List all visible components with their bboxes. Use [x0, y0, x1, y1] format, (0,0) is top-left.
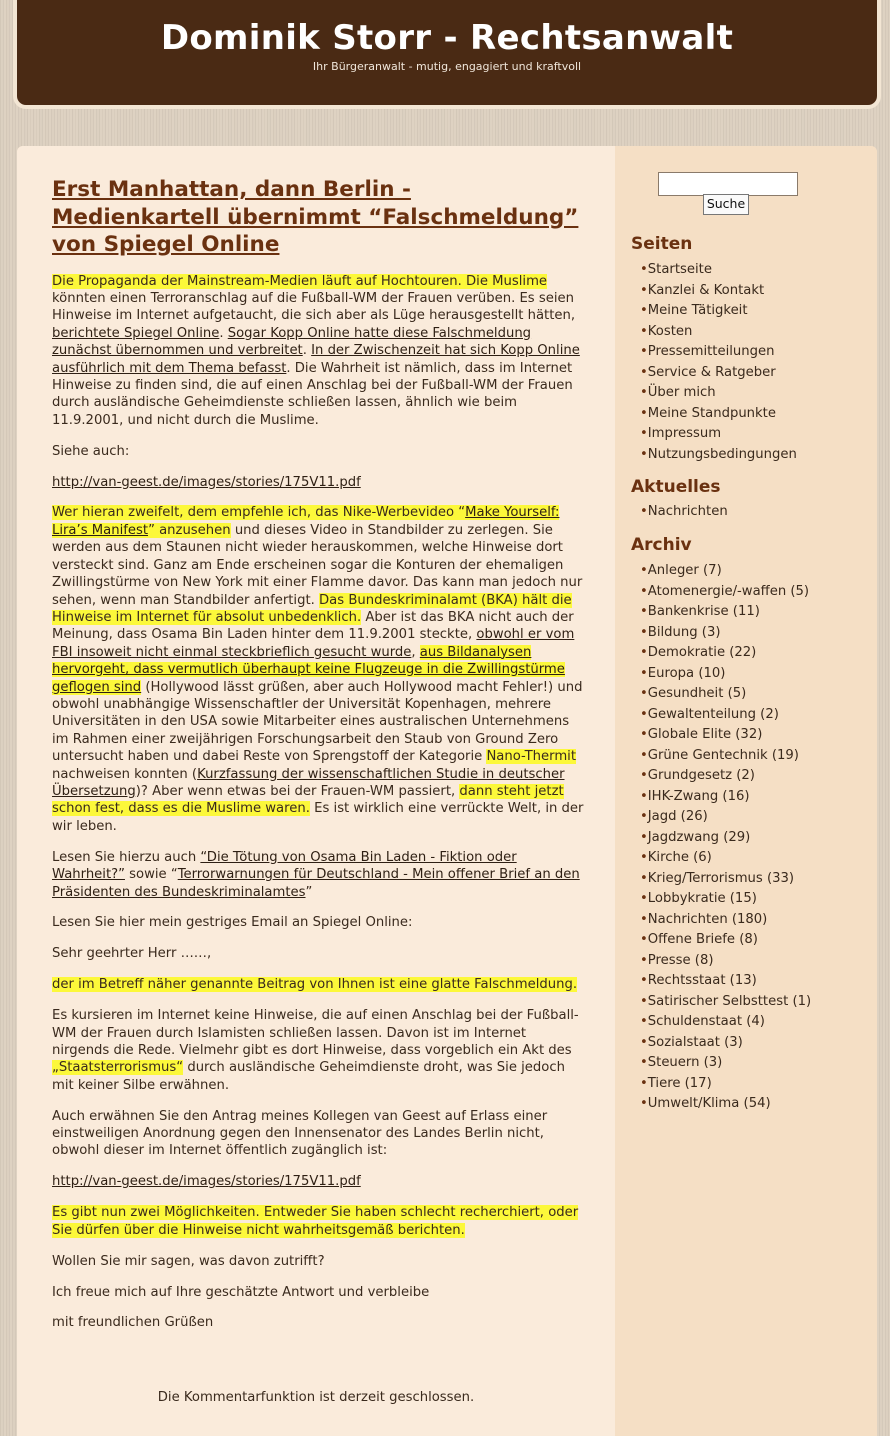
archiv-item[interactable]: • Offene Briefe (8) — [640, 930, 811, 951]
bin-laden-link[interactable]: “Die Tötung von Osama Bin Laden - Fiktion oder Wahrheit?” — [52, 849, 517, 883]
comments-closed-notice: Die Kommentarfunktion ist derzeit geschlossen. — [157, 1390, 475, 1405]
spiegel-online-link[interactable]: berichtete Spiegel Online — [52, 325, 220, 341]
seiten-item[interactable]: • Über mich — [640, 383, 797, 404]
post — [52, 176, 586, 1345]
pdf-link[interactable]: http://van-geest.de/images/stories/175V11.pdf — [52, 474, 361, 490]
archiv-item[interactable]: • Europa (10) — [640, 664, 811, 685]
kopp-online-link[interactable]: Sogar Kopp Online hatte diese Falschmeldung zunächst übernommen und verbreitet — [52, 325, 532, 359]
archiv-item[interactable]: • Grundgesetz (2) — [640, 766, 811, 787]
paragraph-text: Aber ist das BKA nicht auch der Meinung, dass Osama Bin Laden hinter dem 11.9.2001 steckte, — [52, 609, 574, 643]
search-input[interactable] — [658, 172, 798, 196]
paragraph-text: . — [302, 343, 312, 359]
seiten-item[interactable]: • Impressum — [640, 424, 797, 445]
site-title[interactable]: Dominik Storr - Rechtsanwalt — [160, 18, 734, 58]
paragraph-text: und dieses Video in Standbilder zu zerlegen. Sie werden aus dem Staunen nicht wieder herauskommen, welche Hinweise dort versteckt sind. Ganz am Ende erscheinen sogar die Konturen der ehemaligen Zwillingstürme von New York mit einer Flamme davor. Das kann man jedoch nur sehen, wenn man Standbilder anfertigt. — [52, 522, 583, 608]
letter-salutation: Sehr geehrter Herr ……, — [52, 946, 212, 962]
site-header — [17, 0, 877, 105]
highlight-text: Es gibt nun zwei Möglichkeiten. Entweder Sie haben schlecht recherchiert, oder Sie dürfen über die Hinweise nicht wahrheitsgemäß berichten. — [52, 1205, 579, 1238]
archiv-item[interactable]: • Nachrichten (180) — [640, 910, 811, 931]
archiv-item[interactable]: • Demokratie (22) — [640, 643, 811, 664]
paragraph-text: durch ausländische Geheimdienste droht, was Sie jedoch mit keiner Silbe erwähnen. — [52, 1060, 565, 1093]
fbi-link[interactable]: obwohl er vom FBI insoweit nicht einmal steckbrieflich gesucht wurde — [52, 627, 575, 660]
seiten-item[interactable]: • Pressemitteilungen — [640, 342, 797, 363]
post-paragraph-3 — [52, 849, 586, 901]
archiv-item[interactable]: • Kirche (6) — [640, 848, 811, 869]
archiv-item[interactable]: • Globale Elite (32) — [640, 725, 811, 746]
highlight-text: Nano-Thermit — [486, 749, 576, 765]
aktuelles-list — [640, 502, 728, 523]
archiv-item[interactable]: • Atomenergie/-waffen (5) — [640, 582, 811, 603]
archiv-item[interactable]: • Krieg/Terrorismus (33) — [640, 869, 811, 890]
highlight-text: Das Bundeskriminalamt (BKA) hält die Hinweise im Internet für absolut unbedenklich. — [52, 592, 572, 625]
highlight-text: Wer hieran zweifelt, dem empfehle ich, das Nike-Werbevideo “ — [52, 505, 466, 521]
archiv-item[interactable]: • Bildung (3) — [640, 623, 811, 644]
sidebar — [615, 146, 877, 1436]
highlight-text: der im Betreff näher genannte Beitrag von Ihnen ist eine glatte Falschmeldung. — [52, 977, 578, 993]
letter-paragraph-1 — [52, 976, 586, 993]
seiten-item[interactable]: • Kosten — [640, 322, 797, 343]
paragraph-text: Es kursieren im Internet keine Hinweise, die auf einen Anschlag bei der Fußball-WM der Frauen durch Islamisten schließen lassen. Davon ist im Internet nirgends die Rede. Vielmehr gibt es dort Hinweise, dass vorgeblich ein Akt des — [52, 1008, 579, 1058]
main-content — [17, 146, 615, 1436]
search-button[interactable]: Suche — [703, 194, 749, 215]
archiv-item[interactable]: • Rechtsstaat (13) — [640, 971, 811, 992]
paragraph-text: Lesen Sie hierzu auch — [52, 849, 201, 865]
seiten-item[interactable]: • Nutzungsbedingungen — [640, 445, 797, 466]
letter-paragraph-3: Auch erwähnen Sie den Antrag meines Kollegen van Geest auf Erlass einer einstweiligen Anordnung gegen den Innensenator des Landes Berlin nicht, obwohl dieser im Internet öffentlich zugänglich ist: — [52, 1108, 548, 1159]
paragraph-text: , — [411, 644, 420, 660]
archiv-item[interactable]: • Jagdzwang (29) — [640, 828, 811, 849]
archiv-item[interactable]: • IHK-Zwang (16) — [640, 787, 811, 808]
archiv-item[interactable]: • Sozialstaat (3) — [640, 1033, 811, 1054]
letter-paragraph-4 — [52, 1204, 586, 1239]
archiv-item[interactable]: • Jagd (26) — [640, 807, 811, 828]
page-wrapper — [17, 146, 877, 1436]
post-paragraph-4: Lesen Sie hier mein gestriges Email an Spiegel Online: — [52, 915, 413, 931]
archiv-item[interactable]: • Bankenkrise (11) — [640, 602, 811, 623]
archiv-item[interactable]: • Satirischer Selbsttest (1) — [640, 992, 811, 1013]
paragraph-text: (Hollywood lässt grüßen, aber auch Hollywood macht Fehler!) und obwohl unabhängige Wissenschaftler der Universität Kopenhagen, mehrere Universitäten in den USA sowie Mitarbeiter eines australischen Unternehmens im Rahmen einer zweijährigen Forschungsarbeit den Staub von Ground Zero untersucht haben und dabei Reste von Sprengstoff der Kategorie — [52, 679, 583, 765]
letter-closing: mit freundlichen Grüßen — [52, 1315, 214, 1331]
paragraph-text: sowie “ — [124, 867, 178, 883]
archiv-item[interactable]: • Tiere (17) — [640, 1074, 811, 1095]
archiv-item[interactable]: • Anleger (7) — [640, 561, 811, 582]
pdf-link-2[interactable]: http://van-geest.de/images/stories/175V11.pdf — [52, 1174, 361, 1190]
archiv-item[interactable]: • Steuern (3) — [640, 1053, 811, 1074]
seiten-item[interactable]: • Meine Tätigkeit — [640, 301, 797, 322]
highlight-text: ” anzusehen — [148, 522, 231, 538]
letter-paragraph-5: Wollen Sie mir sagen, was davon zutrifft? — [52, 1253, 325, 1269]
archiv-heading: Archiv — [631, 535, 692, 555]
archiv-list — [640, 561, 811, 1115]
paragraph-text: ” — [305, 884, 313, 900]
paragraph-text: . — [219, 325, 228, 341]
nike-video-link[interactable]: Make Yourself: Lira’s Manifest — [52, 505, 560, 538]
letter-paragraph-6: Ich freue mich auf Ihre geschätzte Antwort und verbleibe — [52, 1284, 430, 1300]
seiten-list — [640, 260, 797, 465]
seiten-heading: Seiten — [631, 234, 693, 254]
highlight-text: „Staatsterrorismus“ — [52, 1060, 184, 1076]
paragraph-text: . Die Wahrheit ist nämlich, dass im Internet Hinweise zu finden sind, die auf einen Anschlag bei der Fußball-WM der Frauen durch ausländische Geheimdienste schließen lassen, ähnlich wie beim 11.9.2001, und nicht durch die Muslime. — [52, 360, 573, 428]
study-link[interactable]: Kurzfassung der wissenschaftlichen Studie in deutscher Übersetzung — [52, 766, 565, 799]
paragraph-text: könnten einen Terroranschlag auf die Fußball-WM der Frauen verüben. Es seien Hinweise im Internet aufgetaucht, die sich aber als Lüge herausgestellt hätten, — [52, 290, 576, 324]
seiten-item[interactable]: • Service & Ratgeber — [640, 363, 797, 384]
archiv-item[interactable]: • Gewaltenteilung (2) — [640, 705, 811, 726]
letter-pdf-paragraph — [52, 1173, 586, 1190]
post-paragraph-1 — [52, 273, 586, 430]
archiv-item[interactable]: • Schuldenstaat (4) — [640, 1012, 811, 1033]
aktuelles-item[interactable]: • Nachrichten — [640, 502, 728, 523]
archiv-item[interactable]: • Grüne Gentechnik (19) — [640, 746, 811, 767]
pdf-paragraph — [52, 474, 586, 491]
archiv-item[interactable]: • Lobbykratie (15) — [640, 889, 811, 910]
paragraph-text: Es ist wirklich eine verrückte Welt, in der wir leben. — [52, 801, 584, 834]
aktuelles-heading: Aktuelles — [631, 477, 721, 497]
archiv-item[interactable]: • Gesundheit (5) — [640, 684, 811, 705]
bildanalysen-link[interactable]: aus Bildanalysen hervorgeht, dass vermutlich überhaupt keine Flugzeuge in die Zwillingstürme geflogen sind — [52, 644, 565, 695]
highlight-text: dann steht jetzt schon fest, dass es die Muslime waren. — [52, 783, 564, 817]
post-paragraph-2 — [52, 504, 586, 835]
archiv-item[interactable]: • Umwelt/Klima (54) — [640, 1094, 811, 1115]
seiten-item[interactable]: • Kanzlei & Kontakt — [640, 281, 797, 302]
archiv-item[interactable]: • Presse (8) — [640, 951, 811, 972]
highlight-text: Die Propaganda der Mainstream-Medien läuft auf Hochtouren. Die Muslime — [52, 273, 548, 289]
seiten-item[interactable]: • Meine Standpunkte — [640, 404, 797, 425]
siehe-auch-label: Siehe auch: — [52, 443, 130, 459]
site-tagline: Ihr Bürgeranwalt - mutig, engagiert und kraftvoll — [312, 60, 582, 73]
kopp-online-followup-link[interactable]: In der Zwischenzeit hat sich Kopp Online ausführlich mit dem Thema befasst — [52, 343, 580, 376]
letter-paragraph-2 — [52, 1007, 586, 1094]
seiten-item[interactable]: • Startseite — [640, 260, 797, 281]
post-title[interactable]: Erst Manhattan, dann Berlin - Medienkartell übernimmt “Falschmeldung” von Spiegel Online — [52, 177, 579, 257]
paragraph-text: nachweisen konnten ( — [52, 766, 198, 782]
paragraph-text: )? Aber wenn etwas bei der Frauen-WM passiert, — [135, 783, 460, 799]
terrorwarnungen-link[interactable]: Terrorwarnungen für Deutschland - Mein offener Brief an den Präsidenten des Bundeskriminalamtes — [52, 867, 580, 900]
